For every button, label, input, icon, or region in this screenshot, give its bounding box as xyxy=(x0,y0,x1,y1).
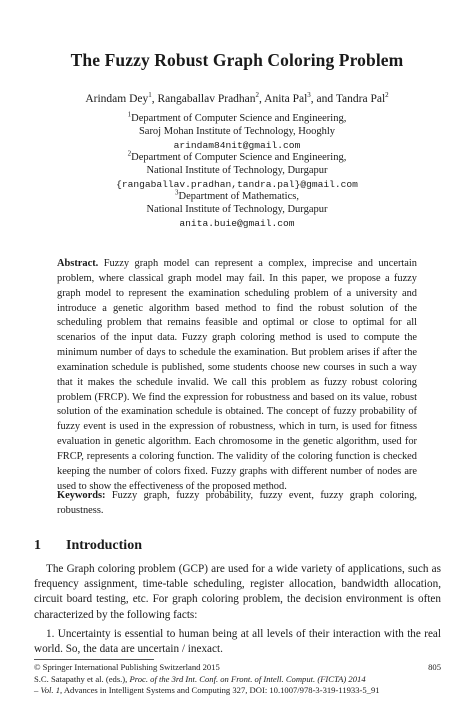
affiliation-3-email: anita.buie@gmail.com xyxy=(179,218,295,229)
citation-editors: S.C. Satapathy et al. (eds.), xyxy=(34,673,130,684)
affiliation-mark: 1 xyxy=(127,110,132,119)
affiliation-2-line-1 xyxy=(0,149,474,163)
section-title: Introduction xyxy=(66,538,142,553)
author-list xyxy=(0,93,474,105)
citation-series-doi: , Advances in Intelligent Systems and Computing 327, DOI: 10.1007/978-3-319-11933-5_91 xyxy=(60,685,380,695)
author-separator: , and xyxy=(310,93,336,105)
citation-proceedings: Proc. of the 3rd Int. Conf. on Front. of Intell. Comput. (FICTA) 2014 xyxy=(129,673,366,684)
citation-volume: – Vol. 1 xyxy=(34,685,61,695)
page-footer xyxy=(34,662,441,697)
author: Anita Pal xyxy=(264,93,308,105)
affiliation-1-line-1 xyxy=(0,110,474,124)
body-text xyxy=(34,562,441,657)
affiliation-mark: 2 xyxy=(127,149,132,158)
section-heading xyxy=(34,538,142,554)
affiliation-mark: 3 xyxy=(175,188,179,197)
affiliation-1-email: arindam84nit@gmail.com xyxy=(173,140,301,151)
author-affiliation-mark: 2 xyxy=(255,91,260,100)
keywords-text: Fuzzy graph, fuzzy probability, fuzzy event, fuzzy graph coloring, robustness. xyxy=(57,490,417,516)
affiliation-2-email: {rangaballav.pradhan,tandra.pal}@gmail.com xyxy=(116,179,358,190)
author-separator: , xyxy=(259,93,265,105)
author: Rangaballav Pradhan xyxy=(157,93,256,105)
abstract xyxy=(57,257,417,495)
author-affiliation-mark: 3 xyxy=(307,91,311,100)
affiliation-text: Department of Mathematics, xyxy=(178,191,299,202)
affiliation-3-line-2: National Institute of Technology, Durgapur xyxy=(146,204,328,215)
copyright-line: © Springer International Publishing Switzerland 2015 xyxy=(34,662,220,672)
author: Arindam Dey xyxy=(85,93,149,105)
author-separator: , xyxy=(151,93,158,105)
keywords xyxy=(57,489,417,519)
abstract-label: Abstract. xyxy=(57,258,99,269)
author-affiliation-mark: 1 xyxy=(148,91,152,100)
footnote-rule xyxy=(34,659,154,660)
page-number: 805 xyxy=(428,662,441,672)
list-item: 1. Uncertainty is essential to human being at all levels of their interaction with the real world. So, the data are uncertain / inexact. xyxy=(34,627,441,656)
body-paragraph: The Graph coloring problem (GCP) are used for a wide variety of applications, such as frequency assignment, time-table scheduling, register allocation, bandwidth allocation, circuit board testing, etc. For graph coloring problem, the decision environment is often characterized by the following facts: xyxy=(34,563,441,621)
affiliation-1-line-2: Saroj Mohan Institute of Technology, Hooghly xyxy=(138,126,336,137)
affiliation-2-line-2: National Institute of Technology, Durgapur xyxy=(146,165,328,176)
author: Tandra Pal xyxy=(335,93,386,105)
section-number: 1 xyxy=(34,538,41,553)
author-affiliation-mark: 2 xyxy=(385,91,389,100)
affiliation-text: Department of Computer Science and Engineering, xyxy=(131,113,347,124)
affiliation-text: Department of Computer Science and Engineering, xyxy=(131,152,347,163)
keywords-label: Keywords: xyxy=(57,490,106,501)
affiliation-3-line-1 xyxy=(0,188,474,202)
paper-title: The Fuzzy Robust Graph Coloring Problem xyxy=(70,50,404,70)
abstract-text: Fuzzy graph model can represent a complex, imprecise and uncertain problem, where classical graph model may fail. In this paper, we propose a fuzzy graph model to represent the examination scheduling problem of a university and introduce a genetic algorithm based method to find the robust solution of the scheduling problem that remains feasible and optimal or close to optimal for all scenarios of the input data. Fuzzy graph coloring method is used to compute the minimum number of days to schedule the examination. But problem arises if after the examination schedule is published, some students choose new courses in such a way that it makes the schedule invalid. We call this problem as fuzzy robust coloring problem (FRCP). We find the expression for robustness and based on its value, robust solution of the examination schedule is obtained. The concept of fuzzy probability of fuzzy event is used in the expression of robustness, which in turn, is used for fitness evaluation in genetic algorithm. Each chromosome in the genetic algorithm, used for FRCP, represents a coloring function. The validity of the coloring function is checked keeping the number of colors fixed. Fuzzy graphs with different number of nodes are used to show the effectiveness of the proposed method. xyxy=(57,258,417,492)
